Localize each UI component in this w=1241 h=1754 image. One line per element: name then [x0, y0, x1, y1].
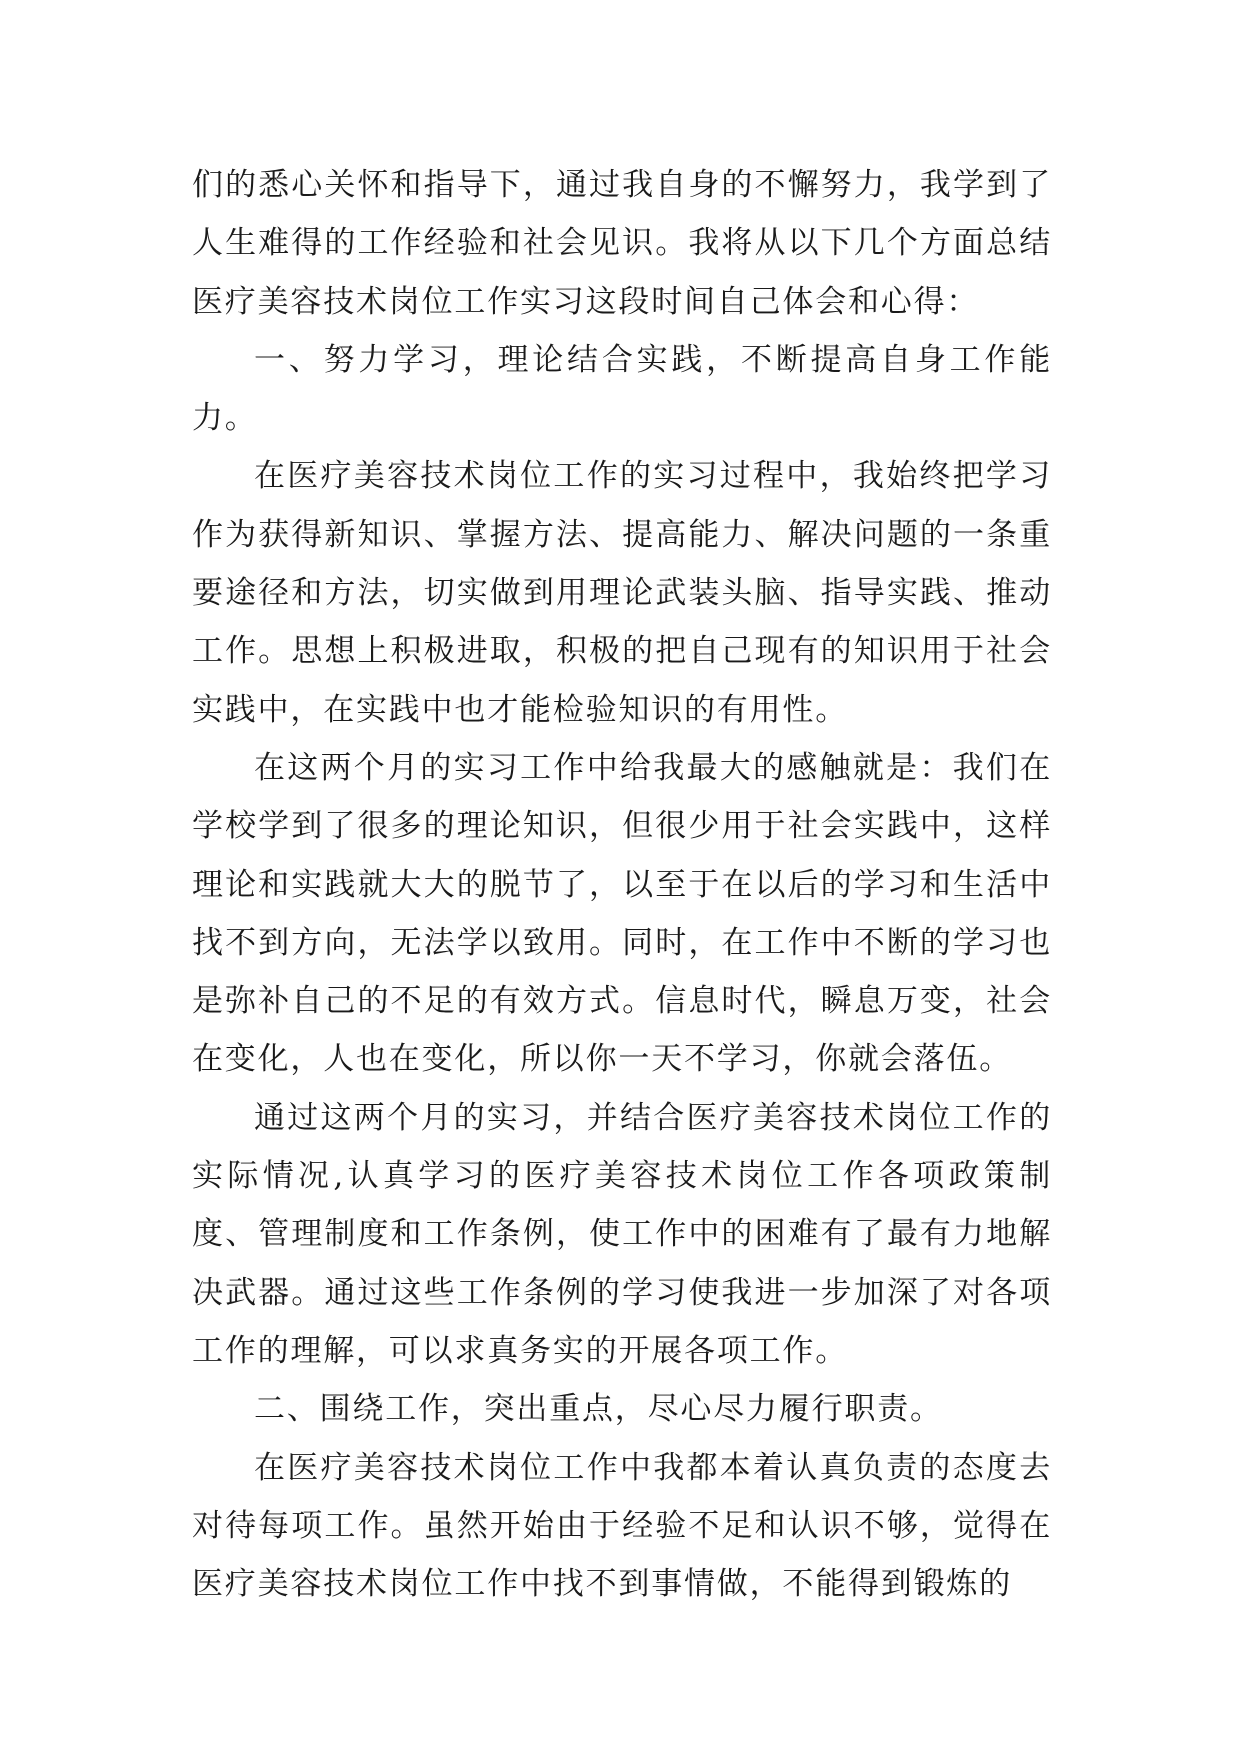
section-heading-2: 二、围绕工作，突出重点，尽心尽力履行职责。: [254, 1391, 943, 1428]
paragraph-study-approach: 在医疗美容技术岗位工作的实习过程中，我始终把学习作为获得新知识、掌握方法、提高能力、解决问题的一条重要途径和方法，切实做到用理论武装头脑、指导实践、推动工作。思想上积极进取，积极的把自己现有的知识用于社会实践中，在实践中也才能检验知识的有用性。: [192, 458, 1052, 728]
paragraph-policy-study: 通过这两个月的实习，并结合医疗美容技术岗位工作的实际情况,认真学习的医疗美容技术岗位工作各项政策制度、管理制度和工作条例，使工作中的困难有了最有力地解决武器。通过这些工作条例的学习使我进一步加深了对各项工作的理解，可以求真务实的开展各项工作。: [192, 1099, 1052, 1369]
paragraph-responsibility: 在医疗美容技术岗位工作中我都本着认真负责的态度去对待每项工作。虽然开始由于经验不足和认识不够，觉得在医疗美容技术岗位工作中找不到事情做，不能得到锻炼的: [192, 1449, 1052, 1603]
document-body: [192, 156, 1052, 1613]
paragraph-reflection: 在这两个月的实习工作中给我最大的感触就是：我们在学校学到了很多的理论知识，但很少用于社会实践中，这样理论和实践就大大的脱节了，以至于在以后的学习和生活中找不到方向，无法学以致用。同时，在工作中不断的学习也是弥补自己的不足的有效方式。信息时代，瞬息万变，社会在变化，人也在变化，所以你一天不学习，你就会落伍。: [192, 749, 1052, 1078]
paragraph-continuation: 们的悉心关怀和指导下，通过我自身的不懈努力，我学到了人生难得的工作经验和社会见识。我将从以下几个方面总结医疗美容技术岗位工作实习这段时间自己体会和心得：: [192, 167, 1052, 320]
section-heading-1: 一、努力学习，理论结合实践，不断提高自身工作能力。: [192, 341, 1052, 437]
